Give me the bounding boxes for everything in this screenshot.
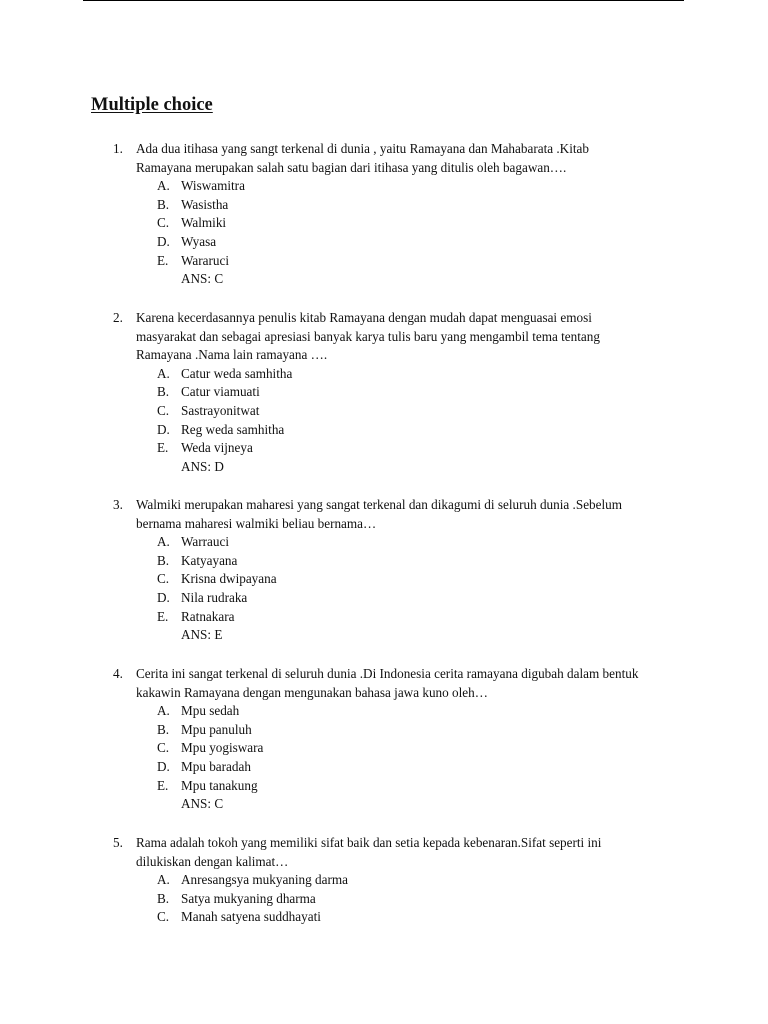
question-3: [113, 496, 653, 645]
question-1: [113, 140, 653, 289]
question-number: 1.: [113, 141, 123, 156]
question-line: Ada dua itihasa yang sangt terkenal di dunia , yaitu Ramayana dan Mahabarata .Kitab: [136, 141, 589, 156]
options-list: [157, 365, 653, 458]
option-text: Nila rudraka: [181, 589, 248, 605]
question-stem: [136, 496, 653, 533]
question-line: Ramayana .Nama lain ramayana ….: [136, 347, 328, 363]
answer-key: ANS: D: [181, 458, 224, 474]
option-c: [157, 739, 653, 758]
option-d: [157, 233, 653, 252]
option-letter: A.: [157, 534, 170, 550]
option-a: [157, 871, 653, 890]
option-text: Walmiki: [181, 215, 227, 231]
option-letter: D.: [157, 421, 170, 437]
option-c: [157, 570, 653, 589]
question-number: 5.: [113, 835, 123, 850]
answer-key: ANS: C: [181, 796, 224, 812]
page-title: Multiple choice: [91, 95, 213, 115]
option-d: [157, 758, 653, 777]
question-number: 4.: [113, 666, 123, 681]
option-letter: A.: [157, 703, 170, 719]
option-letter: B.: [157, 552, 170, 568]
options-list: [157, 702, 653, 795]
option-text: Mpu baradah: [181, 758, 251, 774]
option-e: [157, 439, 653, 458]
option-b: [157, 383, 653, 402]
question-line: Rama adalah tokoh yang memiliki sifat baik dan setia kepada kebenaran.Sifat seperti ini: [136, 835, 602, 850]
option-letter: E.: [157, 608, 169, 624]
option-text: Wyasa: [181, 233, 217, 249]
question-5: [113, 834, 653, 927]
question-line: Cerita ini sangat terkenal di seluruh dunia .Di Indonesia cerita ramayana digubah dalam bentuk: [136, 666, 639, 681]
option-text: Krisna dwipayana: [181, 571, 277, 587]
option-text: Catur weda samhitha: [181, 365, 293, 381]
options-list: [157, 871, 653, 927]
question-stem: [136, 309, 653, 365]
question-stem: [136, 834, 653, 871]
question-number: 3.: [113, 497, 123, 512]
option-letter: C.: [157, 909, 170, 925]
option-letter: D.: [157, 233, 170, 249]
question-4: [113, 665, 653, 814]
option-c: [157, 214, 653, 233]
question-line: bernama maharesi walmiki beliau bernama…: [136, 515, 377, 531]
option-d: [157, 589, 653, 608]
option-letter: A.: [157, 872, 170, 888]
question-line: Walmiki merupakan maharesi yang sangat terkenal dan dikagumi di seluruh dunia .Sebelum: [136, 497, 623, 512]
option-a: [157, 702, 653, 721]
option-text: Katyayana: [181, 552, 238, 568]
question-stem: [136, 140, 653, 177]
option-e: [157, 608, 653, 627]
option-text: Mpu yogiswara: [181, 740, 264, 756]
option-letter: E.: [157, 777, 169, 793]
question-line: masyarakat dan sebagai apresiasi banyak karya tulis baru yang mengambil tema tentang: [136, 328, 600, 344]
option-text: Mpu tanakung: [181, 777, 258, 793]
option-letter: E.: [157, 440, 169, 456]
question-line: dilukiskan dengan kalimat…: [136, 853, 289, 869]
option-b: [157, 721, 653, 740]
option-text: Wasistha: [181, 196, 229, 212]
option-e: [157, 252, 653, 271]
question-number: 2.: [113, 310, 123, 325]
option-a: [157, 533, 653, 552]
option-text: Satya mukyaning dharma: [181, 890, 316, 906]
option-letter: A.: [157, 365, 170, 381]
option-text: Reg weda samhitha: [181, 421, 285, 437]
option-text: Wiswamitra: [181, 178, 245, 194]
option-c: [157, 908, 653, 927]
option-text: Wararuci: [181, 252, 229, 268]
option-letter: B.: [157, 196, 170, 212]
option-text: Catur viamuati: [181, 384, 260, 400]
option-letter: C.: [157, 571, 170, 587]
question-line: Ramayana merupakan salah satu bagian dari itihasa yang ditulis oleh bagawan….: [136, 159, 567, 175]
option-letter: B.: [157, 890, 170, 906]
option-text: Warrauci: [181, 534, 229, 550]
option-text: Manah satyena suddhayati: [181, 909, 321, 925]
answer-key: ANS: C: [181, 271, 224, 287]
option-letter: B.: [157, 384, 170, 400]
question-2: [113, 309, 653, 476]
option-a: [157, 365, 653, 384]
option-letter: D.: [157, 589, 170, 605]
option-letter: C.: [157, 402, 170, 418]
option-text: Ratnakara: [181, 608, 235, 624]
option-letter: C.: [157, 740, 170, 756]
option-d: [157, 421, 653, 440]
option-text: Sastrayonitwat: [181, 402, 260, 418]
question-line: Karena kecerdasannya penulis kitab Ramayana dengan mudah dapat menguasai emosi: [136, 310, 592, 325]
question-stem: [136, 665, 653, 702]
option-text: Weda vijneya: [181, 440, 253, 456]
option-c: [157, 402, 653, 421]
option-letter: A.: [157, 178, 170, 194]
option-letter: E.: [157, 252, 169, 268]
answer-key: ANS: E: [181, 627, 223, 643]
option-b: [157, 196, 653, 215]
option-letter: C.: [157, 215, 170, 231]
options-list: [157, 533, 653, 626]
top-rule: [83, 0, 684, 1]
option-b: [157, 552, 653, 571]
option-a: [157, 177, 653, 196]
option-b: [157, 890, 653, 909]
option-letter: D.: [157, 758, 170, 774]
options-list: [157, 177, 653, 270]
option-e: [157, 777, 653, 796]
option-letter: B.: [157, 721, 170, 737]
question-line: kakawin Ramayana dengan mengunakan bahasa jawa kuno oleh…: [136, 684, 488, 700]
option-text: Mpu sedah: [181, 703, 240, 719]
option-text: Anresangsya mukyaning darma: [181, 872, 348, 888]
option-text: Mpu panuluh: [181, 721, 252, 737]
